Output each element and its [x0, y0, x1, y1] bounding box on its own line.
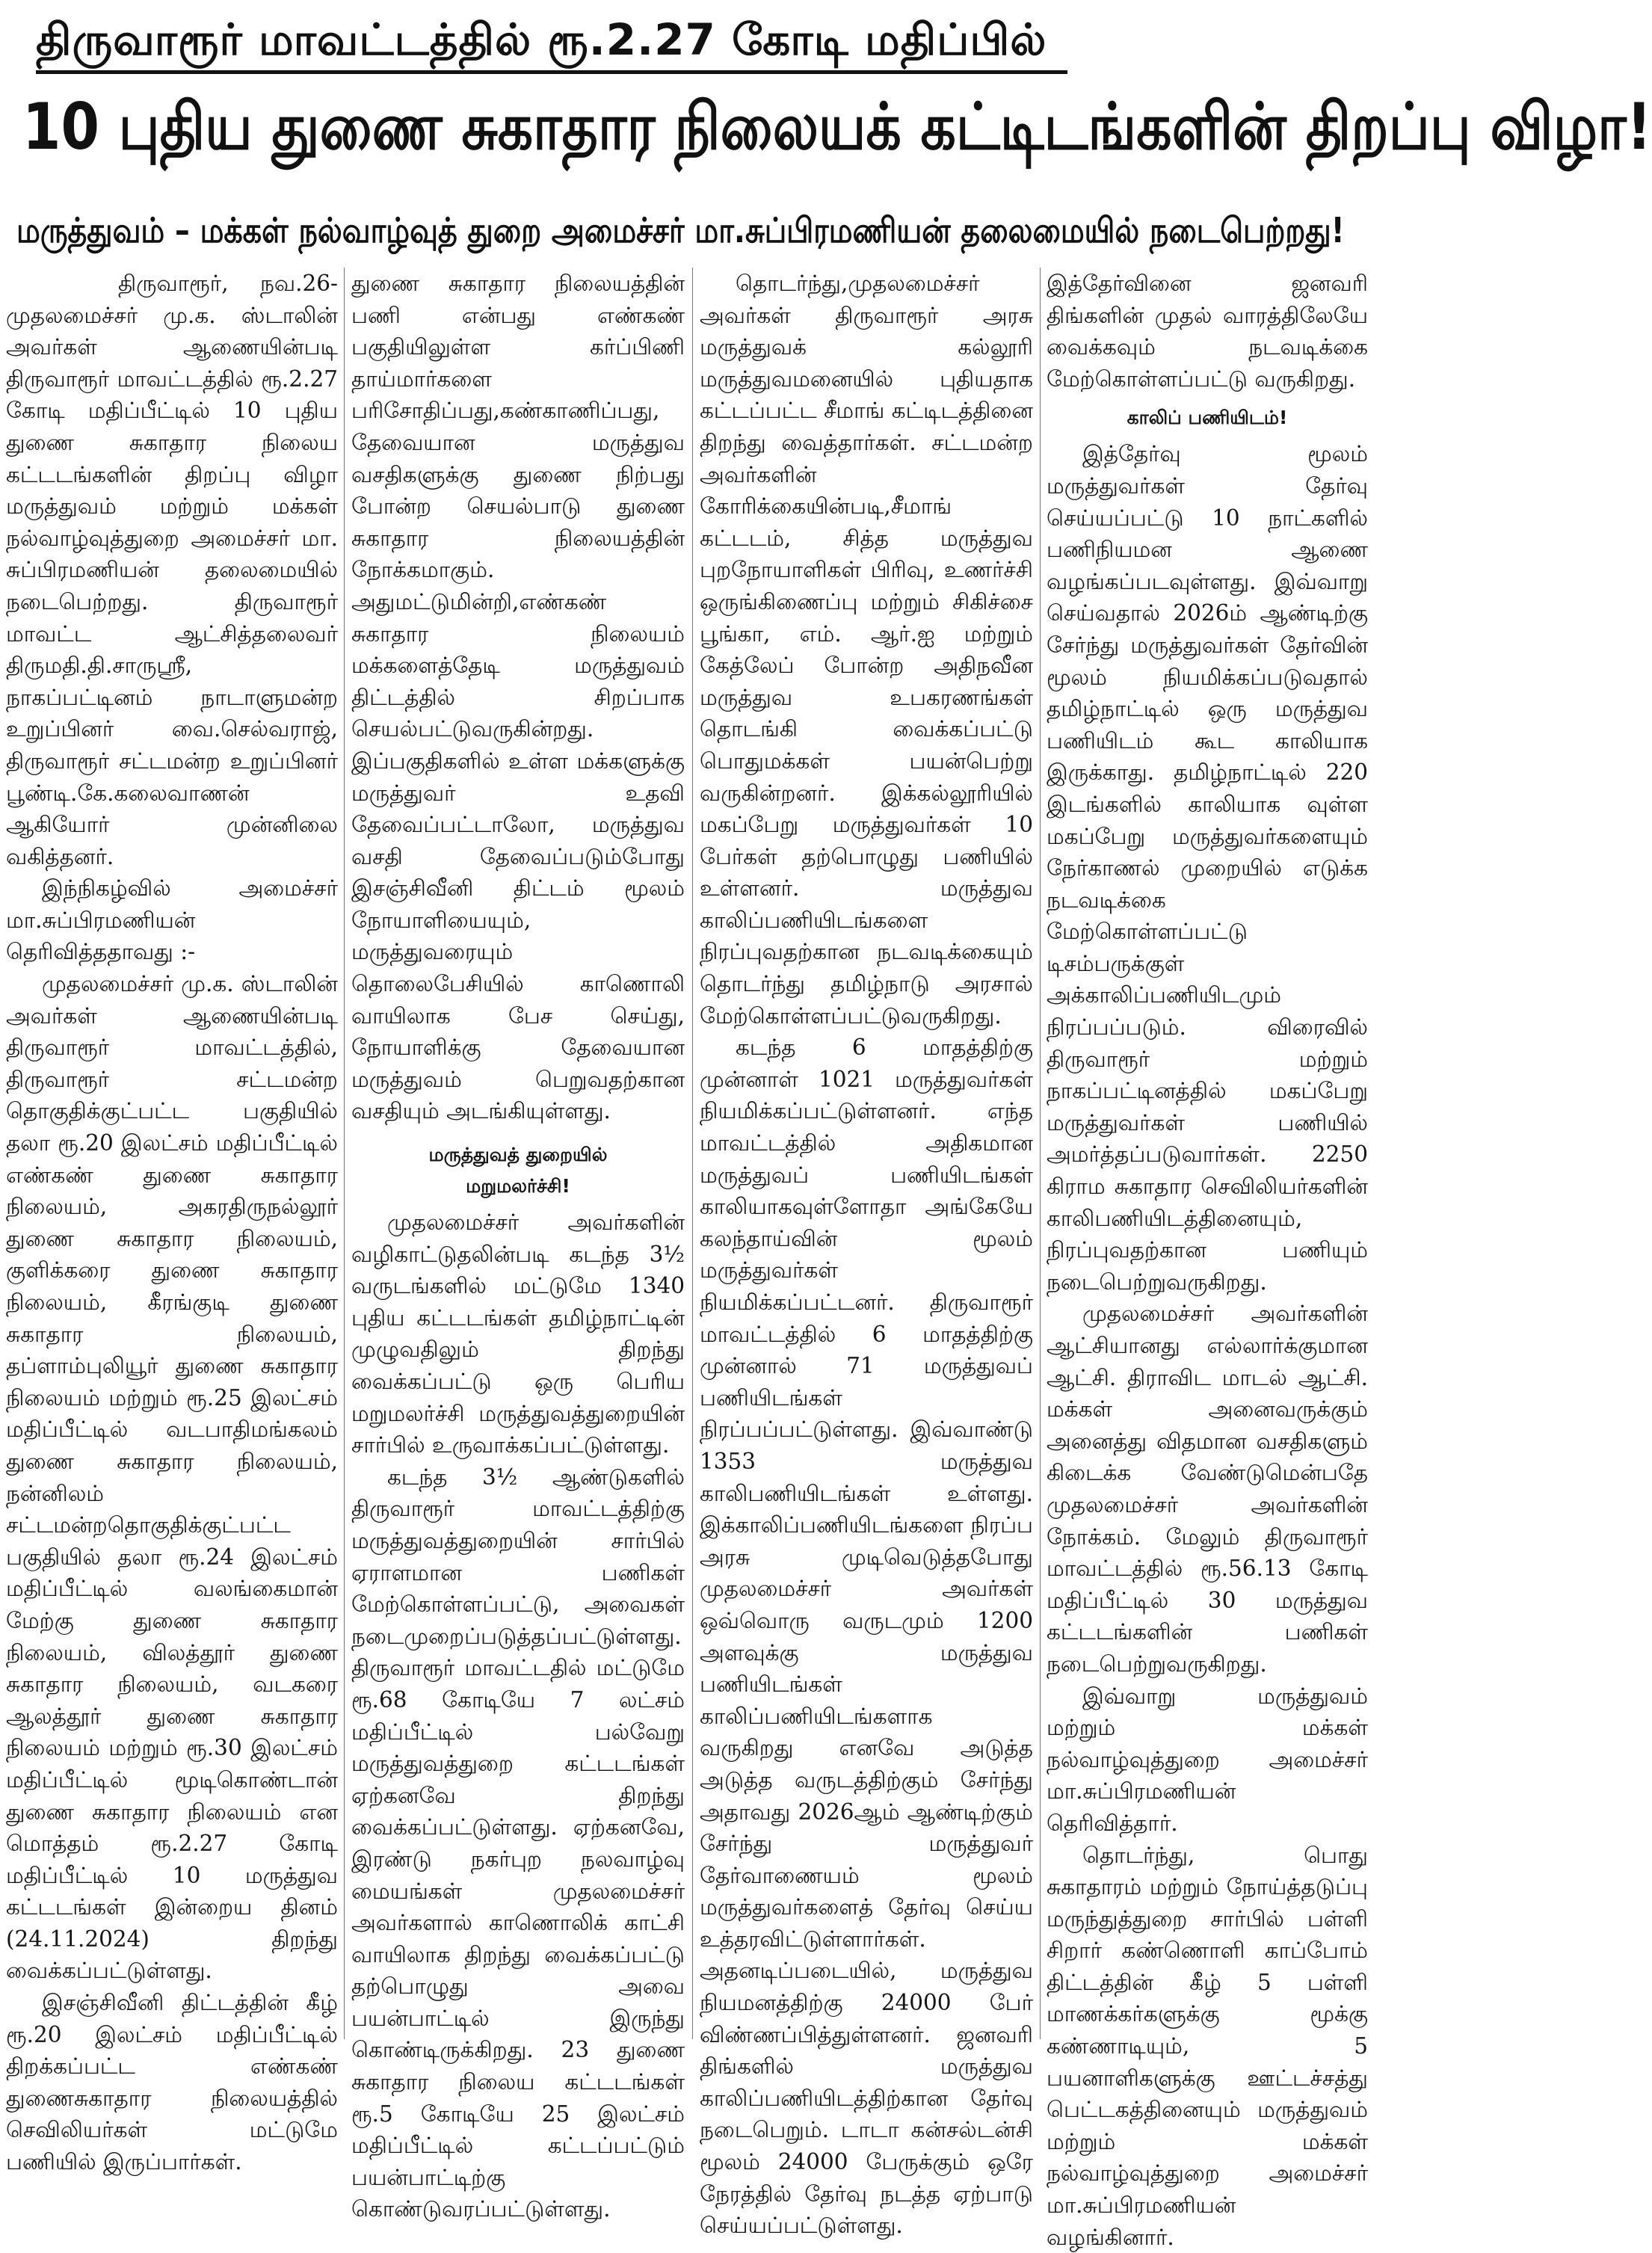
article-column-1 [6, 268, 338, 2039]
column-4-paragraph: தொடர்ந்து, பொது சுகாதாரம் மற்றும் நோய்த்தடுப்பு மருந்துத்துறை சார்பில் பள்ளி சிறார் கண்ணொளி காப்போம் திட்டத்தின் கீழ் 5 பள்ளி மாணக்கர்களுக்கு மூக்கு கண்ணாடியும், 5 பயனாளிகளுக்கு ஊட்டச்சத்து பெட்டகத்தினையும் மருத்துவம் மற்றும் மக்கள் நல்வாழ்வுத்துறை அமைச்சர் மா.சுப்பிரமணியன் வழங்கினார். [1047, 1840, 1368, 2253]
column-1-paragraph: திருவாரூர், நவ.26- முதலமைச்சர் மு.க. ஸ்டாலின் அவர்கள் ஆணையின்படி திருவாரூர் மாவட்டத்தில் ரூ.2.27 கோடி மதிப்பீட்டில் 10 புதிய துணை சுகாதார நிலைய கட்டடங்களின் திறப்பு விழா மருத்துவம் மற்றும் மக்கள் நல்வாழ்வுத்துறை அமைச்சர் மா. சுப்பிரமணியன் தலைமையில் நடைபெற்றது. திருவாரூர் மாவட்ட ஆட்சித்தலைவர் திருமதி.தி.சாருஸ்ரீ, நாகப்பட்டினம் நாடாளுமன்ற உறுப்பினர் வை.செல்வராஜ், திருவாரூர் சட்டமன்ற உறுப்பினர் பூண்டி.கே.கலைவாணன் ஆகியோர் முன்னிலை வகித்தனர். [6, 268, 338, 872]
article-columns [6, 268, 1368, 2039]
subheading-line: மறுமலர்ச்சி! [351, 1171, 685, 1202]
article-column-4 [1047, 268, 1368, 2039]
kicker-title: திருவாரூர் மாவட்டத்தில் ரூ.2.27 கோடி மதிப்பில் [36, 13, 1047, 66]
column-2-paragraph: துணை சுகாதார நிலையத்தின் பணி என்பது எண்கண் பகுதியிலுள்ள கர்ப்பிணி தாய்மார்களை பரிசோதிப்பது,கண்காணிப்பது, தேவையான மருத்துவ வசதிகளுக்கு துணை நிற்பது போன்ற செயல்பாடு துணை சுகாதார நிலையத்தின் நோக்கமாகும். அதுமட்டுமின்றி,எண்கண் சுகாதார நிலையம் மக்களைத்தேடி மருத்துவம் திட்டத்தில் சிறப்பாக செயல்பட்டுவருகின்றது. இப்பகுதிகளில் உள்ள மக்களுக்கு மருத்துவர் உதவி தேவைப்பட்டாலோ, மருத்துவ வசதி தேவைப்படும்போது இசஞ்சிவீனி திட்டம் மூலம் நோயாளியையும், மருத்துவரையும் தொலைபேசியில் காணொலி வாயிலாக பேச செய்து, நோயாளிக்கு தேவையான மருத்துவம் பெறுவதற்கான வசதியும் அடங்கியுள்ளது. [351, 268, 685, 1127]
kicker-underline [36, 70, 1067, 74]
column-4-paragraph: இத்தேர்வினை ஜனவரி திங்களின் முதல் வாரத்திலேயே வைக்கவும் நடவடிக்கை மேற்கொள்ளப்பட்டு வருகிறது. [1047, 268, 1368, 395]
column-3-paragraph: தொடர்ந்து,முதலமைச்சர் அவர்கள் திருவாரூர் அரசு மருத்துவக் கல்லூரி மருத்துவமனையில் புதியதாக கட்டப்பட்ட சீமாங் கட்டிடத்தினை திறந்து வைத்தார்கள். சட்டமன்ற அவர்களின் கோரிக்கையின்படி,சீமாங் கட்டடம், சித்த மருத்துவ புறநோயாளிகள் பிரிவு, உணர்ச்சி ஒருங்கிணைப்பு மற்றும் சிகிச்சை பூங்கா, எம். ஆர்.ஐ மற்றும் கேத்லேப் போன்ற அதிநவீன மருத்துவ உபகரணங்கள் தொடங்கி வைக்கப்பட்டு பொதுமக்கள் பயன்பெற்று வருகின்றனர். இக்கல்லூரியில் மகப்பேறு மருத்துவர்கள் 10 பேர்கள் தற்பொழுது பணியில் உள்ளனர். மருத்துவ காலிப்பணியிடங்களை நிரப்புவதற்கான நடவடிக்கையும் தொடர்ந்து தமிழ்நாடு அரசால் மேற்கொள்ளப்பட்டுவருகிறது. [700, 268, 1033, 1032]
column-1-paragraph: இசஞ்சிவீனி திட்டத்தின் கீழ் ரூ.20 இலட்சம் மதிப்பீட்டில் திறக்கப்பட்ட எண்கண் துணைசுகாதார நிலையத்தில் செவிலியர்கள் மட்டுமே பணியில் இருப்பார்கள். [6, 1987, 338, 2178]
section-subheading [351, 1139, 685, 1202]
column-2-paragraph: கடந்த 3½ ஆண்டுகளில் திருவாரூர் மாவட்டத்திற்கு மருத்துவத்துறையின் சார்பில் ஏராளமான பணிகள் மேற்கொள்ளப்பட்டு, அவைகள் நடைமுறைப்படுத்தப்பட்டுள்ளது. திருவாரூர் மாவட்டதில் மட்டுமே ரூ.68 கோடியே 7 லட்சம் மதிப்பீட்டில் பல்வேறு மருத்துவத்துறை கட்டடங்கள் ஏற்கனவே திறந்து வைக்கப்பட்டுள்ளது. ஏற்கனவே, இரண்டு நகர்புற நலவாழ்வு மையங்கள் முதலமைச்சர் அவர்களால் காணொலிக் காட்சி வாயிலாக திறந்து வைக்கப்பட்டு தற்பொழுது அவை பயன்பாட்டில் இருந்து கொண்டிருக்கிறது. 23 துணை சுகாதார நிலைய கட்டடங்கள் ரூ.5 கோடியே 25 இலட்சம் மதிப்பீட்டில் கட்டப்பட்டும் பயன்பாட்டிற்கு கொண்டுவரப்பட்டுள்ளது. [351, 1461, 685, 2225]
article-column-2 [351, 268, 685, 2039]
column-4-paragraph: இத்தேர்வு மூலம் மருத்துவர்கள் தேர்வு செய்யப்பட்டு 10 நாட்களில் பணிநியமன ஆணை வழங்கப்படவுள்ளது. இவ்வாறு செய்வதால் 2026ம் ஆண்டிற்கு சேர்ந்து மருத்துவர்கள் தேர்வின் மூலம் நியமிக்கப்படுவதால் தமிழ்நாட்டில் ஒரு மருத்துவ பணியிடம் கூட காலியாக இருக்காது. தமிழ்நாட்டில் 220 இடங்களில் காலியாக வுள்ள மகப்பேறு மருத்துவர்களையும் நேர்காணல் முறையில் எடுக்க நடவடிக்கை மேற்கொள்ளப்பட்டு டிசம்பருக்குள் அக்காலிப்பணியிடமும் நிரப்பப்படும். விரைவில் திருவாரூர் மற்றும் நாகப்பட்டினத்தில் மகப்பேறு மருத்துவர்கள் பணியில் அமர்த்தப்படுவார்கள். 2250 கிராம சுகாதார செவிலியர்களின் காலிபணியிடத்தினையும், நிரப்புவதற்கான பணியும் நடைபெற்றுவருகிறது. [1047, 438, 1368, 1298]
column-1-paragraph: இந்நிகழ்வில் அமைச்சர் மா.சுப்பிரமணியன் தெரிவித்ததாவது :- [6, 872, 338, 968]
column-divider [1040, 268, 1041, 2039]
article-column-3 [700, 268, 1033, 2039]
column-3-paragraph: கடந்த 6 மாதத்திற்கு முன்னாள் 1021 மருத்துவர்கள் நியமிக்கப்பட்டுள்ளனர். எந்த மாவட்டத்தில் அதிகமான மருத்துவப் பணியிடங்கள் காலியாகவுள்ளோதா அங்கேயே கலந்தாய்வின் மூலம் மருத்துவர்கள் நியமிக்கப்பட்டனர். திருவாரூர் மாவட்டத்தில் 6 மாதத்திற்கு முன்னால் 71 மருத்துவப் பணியிடங்கள் நிரப்பப்பட்டுள்ளது. இவ்வாண்டு 1353 மருத்துவ காலிபணியிடங்கள் உள்ளது. இக்காலிப்பணியிடங்களை நிரப்ப அரசு முடிவெடுத்தபோது முதலமைச்சர் அவர்கள் ஒவ்வொரு வருடமும் 1200 அளவுக்கு மருத்துவ பணியிடங்கள் காலிப்பணியிடங்களாக வருகிறது எனவே அடுத்த அடுத்த வருடத்திற்கும் சேர்ந்து அதாவது 2026ஆம் ஆண்டிற்கும் சேர்ந்து மருத்துவர் தேர்வாணையம் மூலம் மருத்துவர்களைத் தேர்வு செய்ய உத்தரவிட்டுள்ளார்கள். அதனடிப்படையில், மருத்துவ நியமனத்திற்கு 24000 பேர் விண்ணப்பித்துள்ளனர். ஜனவரி திங்களில் மருத்துவ காலிப்பணியிடத்திற்கான தேர்வு நடைபெறும். டாடா கன்சல்டன்சி மூலம் 24000 பேருக்கும் ஒரே நேரத்தில் தேர்வு நடத்த ஏற்பாடு செய்யப்பட்டுள்ளது. [700, 1032, 1033, 2242]
column-divider [344, 268, 345, 2039]
headline: 10 புதிய துணை சுகாதார நிலையக் கட்டிடங்களின் திறப்பு விழா! [22, 82, 1167, 172]
column-4-paragraph: இவ்வாறு மருத்துவம் மற்றும் மக்கள் நல்வாழ்வுத்துறை அமைச்சர் மா.சுப்பிரமணியன் தெரிவித்தார். [1047, 1680, 1368, 1840]
column-divider [692, 268, 693, 2039]
subheadline: மருத்துவம் – மக்கள் நல்வாழ்வுத் துறை அமைச்சர் மா.சுப்பிரமணியன் தலைமையில் நடைபெற்றது! [16, 200, 1174, 260]
section-subheading: காலிப் பணியிடம்! [1047, 402, 1368, 434]
subheading-line: மருத்துவத் துறையில் [351, 1139, 685, 1171]
column-4-paragraph: முதலமைச்சர் அவர்களின் ஆட்சியானது எல்லார்க்குமான ஆட்சி. திராவிட மாடல் ஆட்சி. மக்கள் அனைவருக்கும் அனைத்து விதமான வசதிகளும் கிடைக்க வேண்டுமென்பதே முதலமைச்சர் அவர்களின் நோக்கம். மேலும் திருவாரூர் மாவட்டத்தில் ரூ.56.13 கோடி மதிப்பீட்டில் 30 மருத்துவ கட்டடங்களின் பணிகள் நடைபெற்றுவருகிறது. [1047, 1298, 1368, 1680]
column-1-paragraph: முதலமைச்சர் மு.க. ஸ்டாலின் அவர்கள் ஆணையின்படி திருவாரூர் மாவட்டத்தில், திருவாரூர் சட்டமன்ற தொகுதிக்குட்பட்ட பகுதியில் தலா ரூ.20 இலட்சம் மதிப்பீட்டில் எண்கண் துணை சுகாதார நிலையம், அகரதிருநல்லூர் துணை சுகாதார நிலையம், குளிக்கரை துணை சுகாதார நிலையம், கீரங்குடி துணை சுகாதார நிலையம், தப்ளாம்புலியூர் துணை சுகாதார நிலையம் மற்றும் ரூ.25 இலட்சம் மதிப்பீட்டில் வடபாதிமங்கலம் துணை சுகாதார நிலையம், நன்னிலம் சட்டமன்றதொகுதிக்குட்பட்ட பகுதியில் தலா ரூ.24 இலட்சம் மதிப்பீட்டில் வலங்கைமான் மேற்கு துணை சுகாதார நிலையம், விலத்தூர் துணை சுகாதார நிலையம், வடகரை ஆலத்தூர் துணை சுகாதார நிலையம் மற்றும் ரூ.30 இலட்சம் மதிப்பீட்டில் மூடிகொண்டான் துணை சுகாதார நிலையம் என மொத்தம் ரூ.2.27 கோடி மதிப்பீட்டில் 10 மருத்துவ கட்டடங்கள் இன்றைய தினம் (24.11.2024) திறந்து வைக்கப்பட்டுள்ளது. [6, 968, 338, 1987]
column-2-paragraph: முதலமைச்சர் அவர்களின் வழிகாட்டுதலின்படி கடந்த 3½ வருடங்களில் மட்டுமே 1340 புதிய கட்டடங்கள் தமிழ்நாட்டின் முழுவதிலும் திறந்து வைக்கப்பட்டு ஒரு பெரிய மறுமலர்ச்சி மருத்துவத்துறையின் சார்பில் உருவாக்கப்பட்டுள்ளது. [351, 1206, 685, 1461]
